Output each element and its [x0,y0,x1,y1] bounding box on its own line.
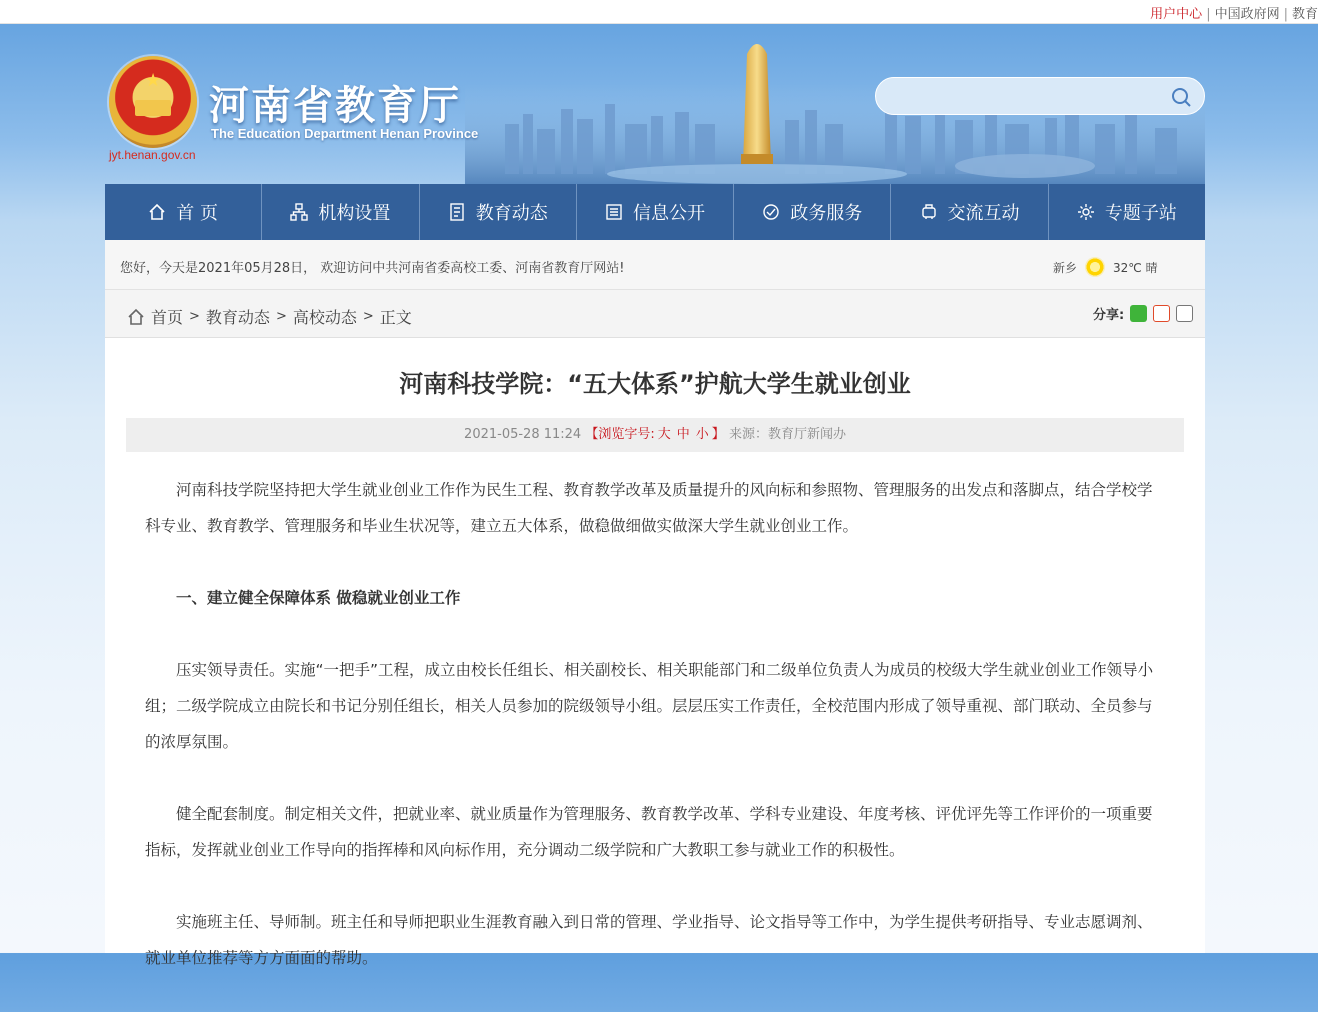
gov-site-link[interactable]: 中国政府网 [1214,7,1280,22]
divider: | [1283,7,1288,22]
star-icon: ★ [145,70,162,91]
nav-item-home[interactable] [105,184,262,240]
breadcrumb-separator: > [275,309,287,324]
nav-item-organization[interactable] [262,184,419,240]
font-size-selector [585,427,724,442]
article-date: 2021-05-28 11:24 [464,427,582,442]
wechat-icon[interactable] [1130,305,1147,322]
article-title: 河南科技学院：“五大体系”护航大学生就业创业 [399,370,911,398]
nav-item-label: 机构设置 [318,203,391,224]
breadcrumb-current: 正文 [379,308,412,327]
nav-item-label: 信息公开 [632,203,705,224]
service-icon [762,203,780,221]
article-paragraph: 河南科技学院坚持把大学生就业创业工作作为民生工程、教育教学改革及质量提升的风向标和参照物、管理服务的出发点和落脚点，结合学校学科专业、教育教学、管理服务和毕业生状况等，建立五大体系，做稳做细做实做深大学生就业创业工作。 [145,481,1153,535]
weather-widget [1053,257,1158,277]
top-links [1150,3,1318,22]
search-box [875,77,1205,115]
main-nav [105,184,1205,240]
share-bar [1093,304,1193,323]
edu-site-link[interactable]: 教育 [1291,7,1318,22]
weibo-icon[interactable] [1153,305,1170,322]
breadcrumb-separator: > [362,309,374,324]
gear-icon [1077,203,1095,221]
breadcrumb-home[interactable]: 首页 [151,308,184,327]
breadcrumb-news[interactable]: 教育动态 [205,308,270,327]
welcome-message: 您好，今天是2021年05月28日， 欢迎访问中共河南省委高校工委、河南省教育厅网站! [120,261,625,276]
share-label: 分享: [1093,308,1125,323]
font-size-medium-button[interactable]: 中 [676,427,690,442]
weather-text: 32℃ 晴 [1113,260,1158,275]
search-icon[interactable] [1170,86,1192,108]
interaction-icon [920,203,938,221]
nav-item-info-disclosure[interactable] [577,184,734,240]
site-url: jyt.henan.gov.cn [109,148,196,162]
article-section-heading: 一、建立健全保障体系 做稳就业创业工作 [176,589,461,607]
national-emblem-logo [109,56,197,148]
article-paragraph: 压实领导责任。实施“一把手”工程，成立由校长任组长、相关副校长、相关职能部门和二级单位负责人为成员的校级大学生就业创业工作领导小组；二级学院成立由院长和书记分别任组长，相关人员参加的院级领导小组。层层压实工作责任，全校范围内形成了领导重视、部门联动、全员参与的浓厚氛围。 [145,661,1154,751]
search-input[interactable] [890,86,1160,108]
breadcrumb-separator: > [189,309,200,324]
breadcrumb-university-news[interactable]: 高校动态 [292,308,357,327]
font-size-small-button[interactable]: 小 [695,427,709,442]
gate-icon [135,100,171,116]
font-size-end: 】 [711,427,725,442]
nav-item-special-sites[interactable] [1049,184,1205,240]
org-chart-icon [290,203,308,221]
nav-item-label: 交流互动 [947,203,1020,224]
site-title[interactable]: 河南省教育厅 [209,83,461,129]
qq-icon[interactable] [1176,305,1193,322]
article-source: 来源：教育厅新闻办 [728,427,846,442]
font-size-label: 【浏览字号: [585,427,655,442]
top-utility-bar [0,0,1318,24]
home-icon [127,308,145,326]
font-size-large-button[interactable]: 大 [657,427,671,442]
home-icon [148,203,166,221]
breadcrumb-bar [105,290,1205,338]
nav-item-interaction[interactable] [891,184,1048,240]
divider: | [1206,7,1211,22]
site-banner [105,24,1205,184]
article-body [145,472,1157,1012]
article-paragraph: 实施班主任、导师制。班主任和导师把职业生涯教育融入到日常的管理、学业指导、论文指导等工作中，为学生提供考研指导、专业志愿调剂、就业单位推荐等方方面面的帮助。 [145,913,1153,967]
nav-item-label: 政务服务 [790,203,863,224]
site-subtitle: The Education Department Henan Province [211,126,479,141]
greeting-bar [105,240,1205,290]
breadcrumb [127,305,412,328]
nav-item-news[interactable] [420,184,577,240]
article-container [105,290,1205,967]
nav-item-gov-service[interactable] [734,184,891,240]
nav-item-label: 教育动态 [475,203,548,224]
article-meta [126,418,1184,452]
document-icon [605,203,623,221]
nav-item-label: 首 页 [176,203,218,224]
nav-item-label: 专题子站 [1104,203,1177,224]
article-paragraph: 健全配套制度。制定相关文件，把就业率、就业质量作为管理服务、教育教学改革、学科专业建设、年度考核、评优评先等工作评价的一项重要指标，发挥就业创业工作导向的指挥棒和风向标作用，充分调动二级学院和广大教职工参与就业工作的积极性。 [145,805,1153,859]
user-center-link[interactable]: 用户中心 [1150,7,1203,22]
sun-icon [1085,257,1105,277]
weather-city: 新乡 [1053,260,1078,275]
news-icon [448,203,466,221]
